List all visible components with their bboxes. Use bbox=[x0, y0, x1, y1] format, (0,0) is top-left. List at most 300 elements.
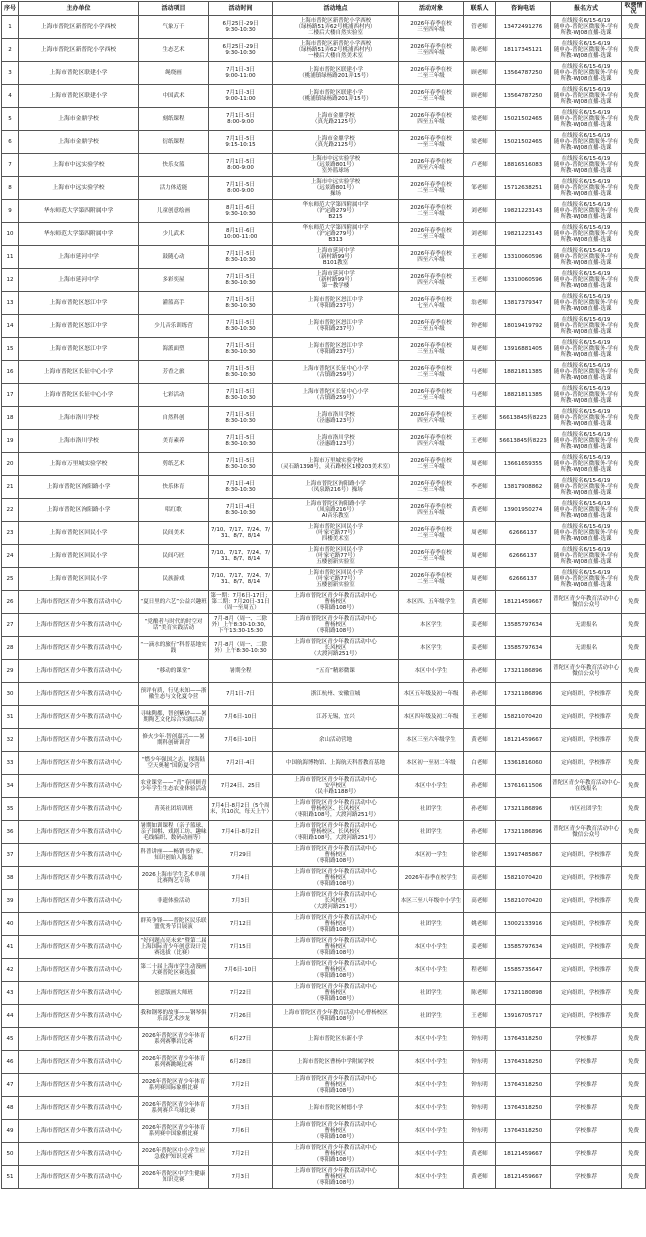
cell-activity: 2026年普陀区青少年体育系列赛国际象棋比赛 bbox=[139, 1074, 209, 1097]
cell-phone: 17321186896 bbox=[496, 821, 551, 844]
cell-registration: 定向组织，学校推荐 bbox=[551, 729, 622, 752]
col-header-location: 活动地点 bbox=[273, 2, 399, 16]
cell-fee: 免费 bbox=[622, 959, 646, 982]
cell-organizer: 上海市普陀区青少年教育活动中心 bbox=[19, 1074, 139, 1097]
cell-activity: “党酿者与时代的时空对话”美育实践活动 bbox=[139, 614, 209, 637]
cell-index: 39 bbox=[2, 890, 19, 913]
table-row bbox=[2, 775, 646, 798]
cell-phone: 18821811385 bbox=[496, 361, 551, 384]
cell-fee: 免费 bbox=[622, 936, 646, 959]
cell-registration: 在线报名6/15-6/19 随申办-普陀区微服务-学有所教-WJ08直播-选课 bbox=[551, 430, 622, 453]
cell-registration: 在线报名6/15-6/19 随申办-普陀区微服务-学有所教-WJ08直播-选课 bbox=[551, 292, 622, 315]
cell-index: 2 bbox=[2, 39, 19, 62]
cell-audience: 2026年春季在校 二至三年级 bbox=[399, 200, 464, 223]
cell-registration: 在线报名6/15-6/19 随申办-普陀区微服务-学有所教-WJ08直播-选课 bbox=[551, 85, 622, 108]
cell-activity: “好问题点亮未来”暨第二届上海国际青少年创意设计竞赛选拔（比赛） bbox=[139, 936, 209, 959]
cell-time: 7月22日 bbox=[209, 982, 273, 1005]
cell-location: 华东师范大学第四附属中学 （沪定路279号） B215 bbox=[273, 200, 399, 223]
cell-audience: 本区初一学生 bbox=[399, 844, 464, 867]
table-row bbox=[2, 522, 646, 545]
cell-index: 26 bbox=[2, 591, 19, 614]
cell-phone: 13310060596 bbox=[496, 246, 551, 269]
cell-index: 47 bbox=[2, 1074, 19, 1097]
cell-time: 7月26日 bbox=[209, 1005, 273, 1028]
cell-audience: 2026年春季在校 三至四年级 bbox=[399, 39, 464, 62]
cell-phone: 13585797634 bbox=[496, 936, 551, 959]
cell-audience: 本区中小学生 bbox=[399, 1143, 464, 1166]
cell-activity: 我和钢琴的故事——钢琴俱乐部艺术沙龙 bbox=[139, 1005, 209, 1028]
cell-contact: 顾老师 bbox=[464, 62, 496, 85]
cell-index: 33 bbox=[2, 752, 19, 775]
cell-organizer: 上海市延河中学 bbox=[19, 269, 139, 292]
cell-contact: 姜老师 bbox=[464, 936, 496, 959]
cell-index: 25 bbox=[2, 568, 19, 591]
cell-organizer: 上海市万里城实验学校 bbox=[19, 453, 139, 476]
cell-index: 49 bbox=[2, 1120, 19, 1143]
cell-organizer: 上海市普陀区青少年教育活动中心 bbox=[19, 591, 139, 614]
cell-time: 6月25日-29日 9:30-10:30 bbox=[209, 39, 273, 62]
cell-audience: 2026年春季在校 四至六年级 bbox=[399, 430, 464, 453]
table-row bbox=[2, 430, 646, 453]
cell-index: 17 bbox=[2, 384, 19, 407]
table-row bbox=[2, 1166, 646, 1189]
cell-organizer: 上海市普陀区青少年教育活动中心 bbox=[19, 683, 139, 706]
cell-phone: 13817908862 bbox=[496, 476, 551, 499]
cell-audience: 本区学生 bbox=[399, 637, 464, 660]
cell-activity: 民族游戏 bbox=[139, 568, 209, 591]
cell-fee: 免费 bbox=[622, 1074, 646, 1097]
cell-activity: 群英争锋——普陀区民乐联盟优秀节目展演 bbox=[139, 913, 209, 936]
cell-phone: 13661659355 bbox=[496, 453, 551, 476]
cell-contact: 黄老师 bbox=[464, 499, 496, 522]
cell-registration: 普陀区青少年教育活动中心微信公众号 bbox=[551, 660, 622, 683]
cell-time: 7月2日 bbox=[209, 1143, 273, 1166]
cell-location: 上海市普陀区青少年教育活动中心 曹杨校区 （枣阳路108号） bbox=[273, 844, 399, 867]
cell-fee: 免费 bbox=[622, 568, 646, 591]
cell-time: 7月3日 bbox=[209, 1166, 273, 1189]
table-row bbox=[2, 844, 646, 867]
cell-activity: 气象万千 bbox=[139, 16, 209, 39]
cell-fee: 免费 bbox=[622, 729, 646, 752]
cell-phone: 13764318250 bbox=[496, 1074, 551, 1097]
cell-time: 7月1日-5日 8:30-10:30 bbox=[209, 246, 273, 269]
cell-activity: 唱红歌 bbox=[139, 499, 209, 522]
cell-phone: 18121459667 bbox=[496, 729, 551, 752]
cell-contact: 徐老师 bbox=[464, 844, 496, 867]
cell-fee: 免费 bbox=[622, 200, 646, 223]
cell-location: 上海市普陀区青少年教育活动中心 曹杨校区、长风校区 （枣阳路108号，大渡河路251号） bbox=[273, 798, 399, 821]
cell-organizer: 上海市普陀区青少年教育活动中心 bbox=[19, 1005, 139, 1028]
cell-contact: 李老师 bbox=[464, 476, 496, 499]
table-row bbox=[2, 62, 646, 85]
cell-organizer: 上海市洛川学校 bbox=[19, 407, 139, 430]
cell-location: 上海市普陀区新普陀小学西校 （绿杨路51弄62号桃浦西村内） 二楼后大楼自然实验室 bbox=[273, 16, 399, 39]
cell-organizer: 上海市普陀区青少年教育活动中心 bbox=[19, 637, 139, 660]
cell-index: 46 bbox=[2, 1051, 19, 1074]
cell-registration: 在线报名6/15-6/19 随申办-普陀区微服务-学有所教-WJ08直播-选课 bbox=[551, 407, 622, 430]
cell-phone: 18821811385 bbox=[496, 384, 551, 407]
cell-registration: 定向组织，学校推荐 bbox=[551, 706, 622, 729]
cell-phone: 56613845转8223 bbox=[496, 430, 551, 453]
cell-fee: 免费 bbox=[622, 453, 646, 476]
cell-phone: 13764318250 bbox=[496, 1028, 551, 1051]
cell-location: “五育”精彩微课 bbox=[273, 660, 399, 683]
cell-audience: 社团学生 bbox=[399, 982, 464, 1005]
cell-fee: 免费 bbox=[622, 890, 646, 913]
cell-organizer: 上海市普陀区青少年教育活动中心 bbox=[19, 959, 139, 982]
cell-audience: 本区中小学生 bbox=[399, 1051, 464, 1074]
cell-organizer: 上海市普陀区青少年教育活动中心 bbox=[19, 936, 139, 959]
cell-fee: 免费 bbox=[622, 131, 646, 154]
cell-time: 7月1日-5日 8:30-10:30 bbox=[209, 361, 273, 384]
cell-registration: 在线报名6/15-6/19 随申办-普陀区微服务-学有所教-WJ08直播-选课 bbox=[551, 177, 622, 200]
cell-activity: 2026年普陀区中学生健康知识竞赛 bbox=[139, 1166, 209, 1189]
cell-time: 8月1日-6日 10:00-11:00 bbox=[209, 223, 273, 246]
cell-time: 7月1日-4日 8:30-10:30 bbox=[209, 476, 273, 499]
cell-registration: 在线报名6/15-6/19 随申办-普陀区微服务-学有所教-WJ08直播-选课 bbox=[551, 568, 622, 591]
cell-audience: 本区中小学生 bbox=[399, 1074, 464, 1097]
cell-activity: 芳香之旅 bbox=[139, 361, 209, 384]
cell-audience: 本区中小学生 bbox=[399, 1097, 464, 1120]
table-row bbox=[2, 706, 646, 729]
table-row bbox=[2, 1028, 646, 1051]
cell-index: 51 bbox=[2, 1166, 19, 1189]
cell-time: 7月4日 bbox=[209, 867, 273, 890]
cell-activity: 非遗体验活动 bbox=[139, 890, 209, 913]
table-row bbox=[2, 591, 646, 614]
cell-activity: “一滴水的旅行”科普基地实践 bbox=[139, 637, 209, 660]
cell-activity: 灌篮高手 bbox=[139, 292, 209, 315]
cell-registration: 无需报名 bbox=[551, 637, 622, 660]
table-row bbox=[2, 545, 646, 568]
cell-registration: 在线报名6/15-6/19 随申办-普陀区微服务-学有所教-WJ08直播-选课 bbox=[551, 476, 622, 499]
cell-organizer: 上海市普陀区青少年教育活动中心 bbox=[19, 752, 139, 775]
cell-audience: 2026年春季在校 四至六年级 bbox=[399, 154, 464, 177]
cell-fee: 免费 bbox=[622, 637, 646, 660]
cell-location: 上海市普陀区青少年教育活动中心 曹杨校区、长风校区 （枣阳路108号，大渡河路251号） bbox=[273, 821, 399, 844]
cell-fee: 免费 bbox=[622, 867, 646, 890]
cell-registration: 在线报名6/15-6/19 随申办-普陀区微服务-学有所教-WJ08直播-选课 bbox=[551, 108, 622, 131]
cell-contact: 王老师 bbox=[464, 430, 496, 453]
cell-activity: 绳绕画 bbox=[139, 62, 209, 85]
cell-index: 23 bbox=[2, 522, 19, 545]
cell-location: 上海市普陀区青少年教育活动中心 曹杨校区 （枣阳路108号） bbox=[273, 913, 399, 936]
cell-activity: 海派面塑 bbox=[139, 338, 209, 361]
cell-contact: 孙老师 bbox=[464, 775, 496, 798]
cell-index: 13 bbox=[2, 292, 19, 315]
cell-index: 27 bbox=[2, 614, 19, 637]
cell-audience: 本区中小学生 bbox=[399, 1166, 464, 1189]
cell-fee: 免费 bbox=[622, 660, 646, 683]
cell-contact: 管老师 bbox=[464, 16, 496, 39]
cell-location: 上海市普陀区怒江中学 （枣阳路237号） bbox=[273, 292, 399, 315]
cell-activity: 活力体适能 bbox=[139, 177, 209, 200]
cell-contact: 姜老师 bbox=[464, 637, 496, 660]
cell-registration: 在线报名6/15-6/19 随申办-普陀区微服务-学有所教-WJ08直播-选课 bbox=[551, 39, 622, 62]
cell-audience: 2026年春季在校 二至三年级 bbox=[399, 223, 464, 246]
cell-phone: 13472491276 bbox=[496, 16, 551, 39]
cell-phone: 13917485867 bbox=[496, 844, 551, 867]
cell-organizer: 上海市普陀区青少年教育活动中心 bbox=[19, 1028, 139, 1051]
cell-fee: 免费 bbox=[622, 338, 646, 361]
cell-index: 40 bbox=[2, 913, 19, 936]
cell-contact: 王老师 bbox=[464, 1005, 496, 1028]
cell-fee: 免费 bbox=[622, 62, 646, 85]
table-row bbox=[2, 476, 646, 499]
table-row bbox=[2, 890, 646, 913]
cell-audience: 2026年春季在校 二至三年级 bbox=[399, 177, 464, 200]
cell-phone: 17321186896 bbox=[496, 660, 551, 683]
cell-contact: 周老师 bbox=[464, 522, 496, 545]
cell-registration: 在线报名6/15-6/19 随申办-普陀区微服务-学有所教-WJ08直播-选课 bbox=[551, 545, 622, 568]
cell-index: 34 bbox=[2, 775, 19, 798]
cell-location: 上海市中远实验学校 （远景路801号） 操场 bbox=[273, 177, 399, 200]
cell-fee: 免费 bbox=[622, 545, 646, 568]
cell-audience: 2026年春季在校 二至三年级 bbox=[399, 476, 464, 499]
cell-index: 21 bbox=[2, 476, 19, 499]
cell-fee: 免费 bbox=[622, 591, 646, 614]
cell-index: 36 bbox=[2, 821, 19, 844]
cell-organizer: 上海市普陀区长征中心小学 bbox=[19, 384, 139, 407]
cell-activity: “移动的课堂” bbox=[139, 660, 209, 683]
table-row bbox=[2, 982, 646, 1005]
col-header-audience: 活动对象 bbox=[399, 2, 464, 16]
cell-phone: 13916881405 bbox=[496, 338, 551, 361]
cell-index: 16 bbox=[2, 361, 19, 384]
cell-activity: 寻味陶都，智创紫砂——暑期陶艺文化综合实践活动 bbox=[139, 706, 209, 729]
cell-organizer: 华东师范大学第四附属中学 bbox=[19, 200, 139, 223]
col-header-fee: 收费情况 bbox=[622, 2, 646, 16]
cell-index: 4 bbox=[2, 85, 19, 108]
table-row bbox=[2, 315, 646, 338]
cell-contact: 钟东明 bbox=[464, 1028, 496, 1051]
cell-fee: 免费 bbox=[622, 476, 646, 499]
cell-fee: 免费 bbox=[622, 1097, 646, 1120]
table-row bbox=[2, 1143, 646, 1166]
cell-location: 上海市金鼎学校 （真光路2125号） bbox=[273, 131, 399, 154]
cell-index: 24 bbox=[2, 545, 19, 568]
cell-contact: 黄老师 bbox=[464, 1143, 496, 1166]
cell-phone: 18117345121 bbox=[496, 39, 551, 62]
cell-fee: 免费 bbox=[622, 614, 646, 637]
table-row bbox=[2, 108, 646, 131]
table-row bbox=[2, 821, 646, 844]
cell-location: 上海市普陀区联建小学 （桃浦镇绿杨路201弄15号） bbox=[273, 85, 399, 108]
cell-contact: 王老师 bbox=[464, 246, 496, 269]
table-row bbox=[2, 177, 646, 200]
cell-activity: 2026年普陀区青少年体育系列赛乒乓球比赛 bbox=[139, 1097, 209, 1120]
cell-contact: 白老师 bbox=[464, 752, 496, 775]
cell-audience: 2026年春季在校 三至五年级 bbox=[399, 338, 464, 361]
cell-fee: 免费 bbox=[622, 775, 646, 798]
cell-audience: 本区中小学生 bbox=[399, 775, 464, 798]
cell-activity: 2026年普陀区青少年体育系列赛跳绳比赛 bbox=[139, 1051, 209, 1074]
cell-registration: 定向组织，学校推荐 bbox=[551, 1005, 622, 1028]
cell-registration: 学校推荐 bbox=[551, 1097, 622, 1120]
cell-time: 7月3日 bbox=[209, 890, 273, 913]
cell-phone: 13585797634 bbox=[496, 614, 551, 637]
cell-time: 7月1日-5日 8:30-10:30 bbox=[209, 315, 273, 338]
cell-time: 暑期全程 bbox=[209, 660, 273, 683]
cell-contact: 马老师 bbox=[464, 361, 496, 384]
cell-registration: 普陀区青少年教育活动中心-在线报名 bbox=[551, 775, 622, 798]
cell-index: 1 bbox=[2, 16, 19, 39]
cell-audience: 2026年春季在校 四至五年级 bbox=[399, 499, 464, 522]
col-header-contact: 联系人 bbox=[464, 2, 496, 16]
table-row bbox=[2, 1051, 646, 1074]
cell-phone: 13310060596 bbox=[496, 269, 551, 292]
cell-organizer: 上海市普陀区怒江中学 bbox=[19, 338, 139, 361]
table-row bbox=[2, 39, 646, 62]
cell-audience: 2026年春季在校 七至八年级 bbox=[399, 292, 464, 315]
cell-audience: 2026年春季在校 二至三年级 bbox=[399, 384, 464, 407]
col-header-activity: 活动项目 bbox=[139, 2, 209, 16]
col-header-time: 活动时间 bbox=[209, 2, 273, 16]
cell-audience: 2026年春季在校 二至三年级 bbox=[399, 85, 464, 108]
cell-activity: 创意版画大师班 bbox=[139, 982, 209, 1005]
cell-fee: 免费 bbox=[622, 407, 646, 430]
cell-location: 上海市普陀区青少年教育活动中心 曹杨校区 （枣阳路108号） bbox=[273, 1166, 399, 1189]
cell-index: 3 bbox=[2, 62, 19, 85]
cell-contact: 刘老师 bbox=[464, 223, 496, 246]
cell-contact: 孙老师 bbox=[464, 821, 496, 844]
cell-contact: 钟东明 bbox=[464, 1097, 496, 1120]
cell-location: 上海市普陀区新普陀小学西校 （绿杨路51弄62号桃浦西村内） 一楼后大楼自然美术室 bbox=[273, 39, 399, 62]
cell-fee: 免费 bbox=[622, 752, 646, 775]
cell-organizer: 上海市普陀区回民小学 bbox=[19, 568, 139, 591]
cell-location: 上海市普陀区青少年教育活动中心 曹杨校区 （枣阳路108号） bbox=[273, 867, 399, 890]
cell-contact: 陈老师 bbox=[464, 39, 496, 62]
cell-fee: 免费 bbox=[622, 177, 646, 200]
cell-location: 余山活动营地 bbox=[273, 729, 399, 752]
cell-phone: 15021502465 bbox=[496, 131, 551, 154]
cell-audience: 2026年春季在校学生 bbox=[399, 867, 464, 890]
table-row bbox=[2, 131, 646, 154]
cell-location: 浙江杭州、安徽宣城 bbox=[273, 683, 399, 706]
cell-contact: 王老师 bbox=[464, 269, 496, 292]
cell-activity: 2026上海市学生艺术单项比赛陶艺专场 bbox=[139, 867, 209, 890]
cell-fee: 免费 bbox=[622, 798, 646, 821]
cell-audience: 2026年春季在校 四至六年级 bbox=[399, 246, 464, 269]
cell-contact: 周老师 bbox=[464, 568, 496, 591]
cell-audience: 本区中小学生 bbox=[399, 1028, 464, 1051]
cell-registration: 在线报名6/15-6/19 随申办-普陀区微服务-学有所教-WJ08直播-选课 bbox=[551, 522, 622, 545]
cell-organizer: 上海市金鼎学校 bbox=[19, 108, 139, 131]
cell-fee: 免费 bbox=[622, 1120, 646, 1143]
cell-time: 6月27日 bbox=[209, 1028, 273, 1051]
cell-time: 7月1日-3日 9:00-11:00 bbox=[209, 85, 273, 108]
cell-fee: 免费 bbox=[622, 1143, 646, 1166]
cell-organizer: 上海市普陀区青少年教育活动中心 bbox=[19, 844, 139, 867]
cell-activity: 快乐女篮 bbox=[139, 154, 209, 177]
cell-contact: 周老师 bbox=[464, 545, 496, 568]
cell-location: 上海市普陀区青少年教育活动中心 曹杨校区 （枣阳路108号） bbox=[273, 1120, 399, 1143]
cell-contact: 卢老师 bbox=[464, 154, 496, 177]
cell-location: 上海市普陀区青少年教育活动中心曹杨校区 （枣阳路108号） bbox=[273, 1005, 399, 1028]
cell-contact: 高老师 bbox=[464, 867, 496, 890]
cell-contact: 孙老师 bbox=[464, 660, 496, 683]
cell-location: 上海市普陀区洵阳路小学 （凤泉路216号） AI音乐教室 bbox=[273, 499, 399, 522]
table-row bbox=[2, 246, 646, 269]
cell-fee: 免费 bbox=[622, 315, 646, 338]
cell-location: 上海市普陀区回民小学 （叶家宅路77号） 四楼美术室 bbox=[273, 522, 399, 545]
cell-activity: 农业课堂——“青”春回顾青少年学生生态农业体验活动 bbox=[139, 775, 209, 798]
cell-audience: 2026年春季在校 二至三年级 bbox=[399, 522, 464, 545]
cell-time: 7月2日 bbox=[209, 1074, 273, 1097]
cell-activity: 中国武术 bbox=[139, 85, 209, 108]
cell-location: 中国航海博物馆、上海航天科普教育基地 bbox=[273, 752, 399, 775]
cell-registration: 定向组织，学校推荐 bbox=[551, 982, 622, 1005]
cell-phone: 13764318250 bbox=[496, 1097, 551, 1120]
cell-index: 19 bbox=[2, 430, 19, 453]
cell-activity: 预评有质，行见未知——浙徽生态与文化夏令营 bbox=[139, 683, 209, 706]
cell-contact: 孙老师 bbox=[464, 798, 496, 821]
cell-activity: 儿童创意绘画 bbox=[139, 200, 209, 223]
cell-index: 8 bbox=[2, 177, 19, 200]
cell-time: 7月1日-5日 8:30-10:30 bbox=[209, 384, 273, 407]
cell-registration: 定向组织，学校推荐 bbox=[551, 844, 622, 867]
cell-audience: 本区中小学生 bbox=[399, 936, 464, 959]
cell-phone: 18816516083 bbox=[496, 154, 551, 177]
cell-registration: 在线报名6/15-6/19 随申办-普陀区微服务-学有所教-WJ08直播-选课 bbox=[551, 246, 622, 269]
cell-contact: 姜老师 bbox=[464, 614, 496, 637]
cell-organizer: 上海市普陀区青少年教育活动中心 bbox=[19, 1097, 139, 1120]
cell-organizer: 上海市普陀区新普陀小学西校 bbox=[19, 16, 139, 39]
cell-time: 7月-8月（周一、二除外）上午8:30-10:30 bbox=[209, 637, 273, 660]
cell-location: 上海市普陀区树德小学 bbox=[273, 1097, 399, 1120]
cell-organizer: 上海市普陀区青少年教育活动中心 bbox=[19, 798, 139, 821]
cell-location: 上海市普陀区回民小学 （叶家宅路77号） 五楼创新实验室 bbox=[273, 545, 399, 568]
table-row bbox=[2, 568, 646, 591]
cell-organizer: 上海市洛川学校 bbox=[19, 430, 139, 453]
cell-audience: 2026年春季在校 四至五年级 bbox=[399, 108, 464, 131]
table-row bbox=[2, 453, 646, 476]
cell-contact: 钟东明 bbox=[464, 1051, 496, 1074]
cell-location: 上海市普陀区青少年教育活动中心 曹杨校区 （枣阳路108号） bbox=[273, 591, 399, 614]
table-row bbox=[2, 85, 646, 108]
cell-phone: 17321186896 bbox=[496, 683, 551, 706]
cell-audience: 2026年春季在校 四至六年级 bbox=[399, 269, 464, 292]
cell-index: 42 bbox=[2, 959, 19, 982]
cell-time: 7月1日-5日 8:30-10:30 bbox=[209, 453, 273, 476]
cell-registration: 学校推荐 bbox=[551, 1120, 622, 1143]
cell-phone: 15821070420 bbox=[496, 706, 551, 729]
cell-fee: 免费 bbox=[622, 499, 646, 522]
cell-index: 30 bbox=[2, 683, 19, 706]
cell-fee: 免费 bbox=[622, 292, 646, 315]
cell-index: 29 bbox=[2, 660, 19, 683]
cell-phone: 62666137 bbox=[496, 568, 551, 591]
cell-registration: 在线报名6/15-6/19 随申办-普陀区微服务-学有所教-WJ08直播-选课 bbox=[551, 200, 622, 223]
cell-index: 37 bbox=[2, 844, 19, 867]
cell-index: 14 bbox=[2, 315, 19, 338]
cell-phone: 15821070420 bbox=[496, 890, 551, 913]
cell-phone: 13002133916 bbox=[496, 913, 551, 936]
cell-phone: 15021502465 bbox=[496, 108, 551, 131]
cell-location: 上海市普陀区怒江中学 （枣阳路237号） bbox=[273, 315, 399, 338]
cell-time: 7月1日-5日 9:15-10:15 bbox=[209, 131, 273, 154]
cell-phone: 15712638251 bbox=[496, 177, 551, 200]
cell-location: 上海市洛川学校 （泾惠路123号） bbox=[273, 407, 399, 430]
table-row bbox=[2, 223, 646, 246]
cell-phone: 18019419792 bbox=[496, 315, 551, 338]
table-row bbox=[2, 154, 646, 177]
cell-fee: 免费 bbox=[622, 85, 646, 108]
cell-audience: 社团学生 bbox=[399, 821, 464, 844]
cell-phone: 13764318250 bbox=[496, 1051, 551, 1074]
cell-organizer: 上海市普陀区怒江中学 bbox=[19, 292, 139, 315]
cell-fee: 免费 bbox=[622, 706, 646, 729]
